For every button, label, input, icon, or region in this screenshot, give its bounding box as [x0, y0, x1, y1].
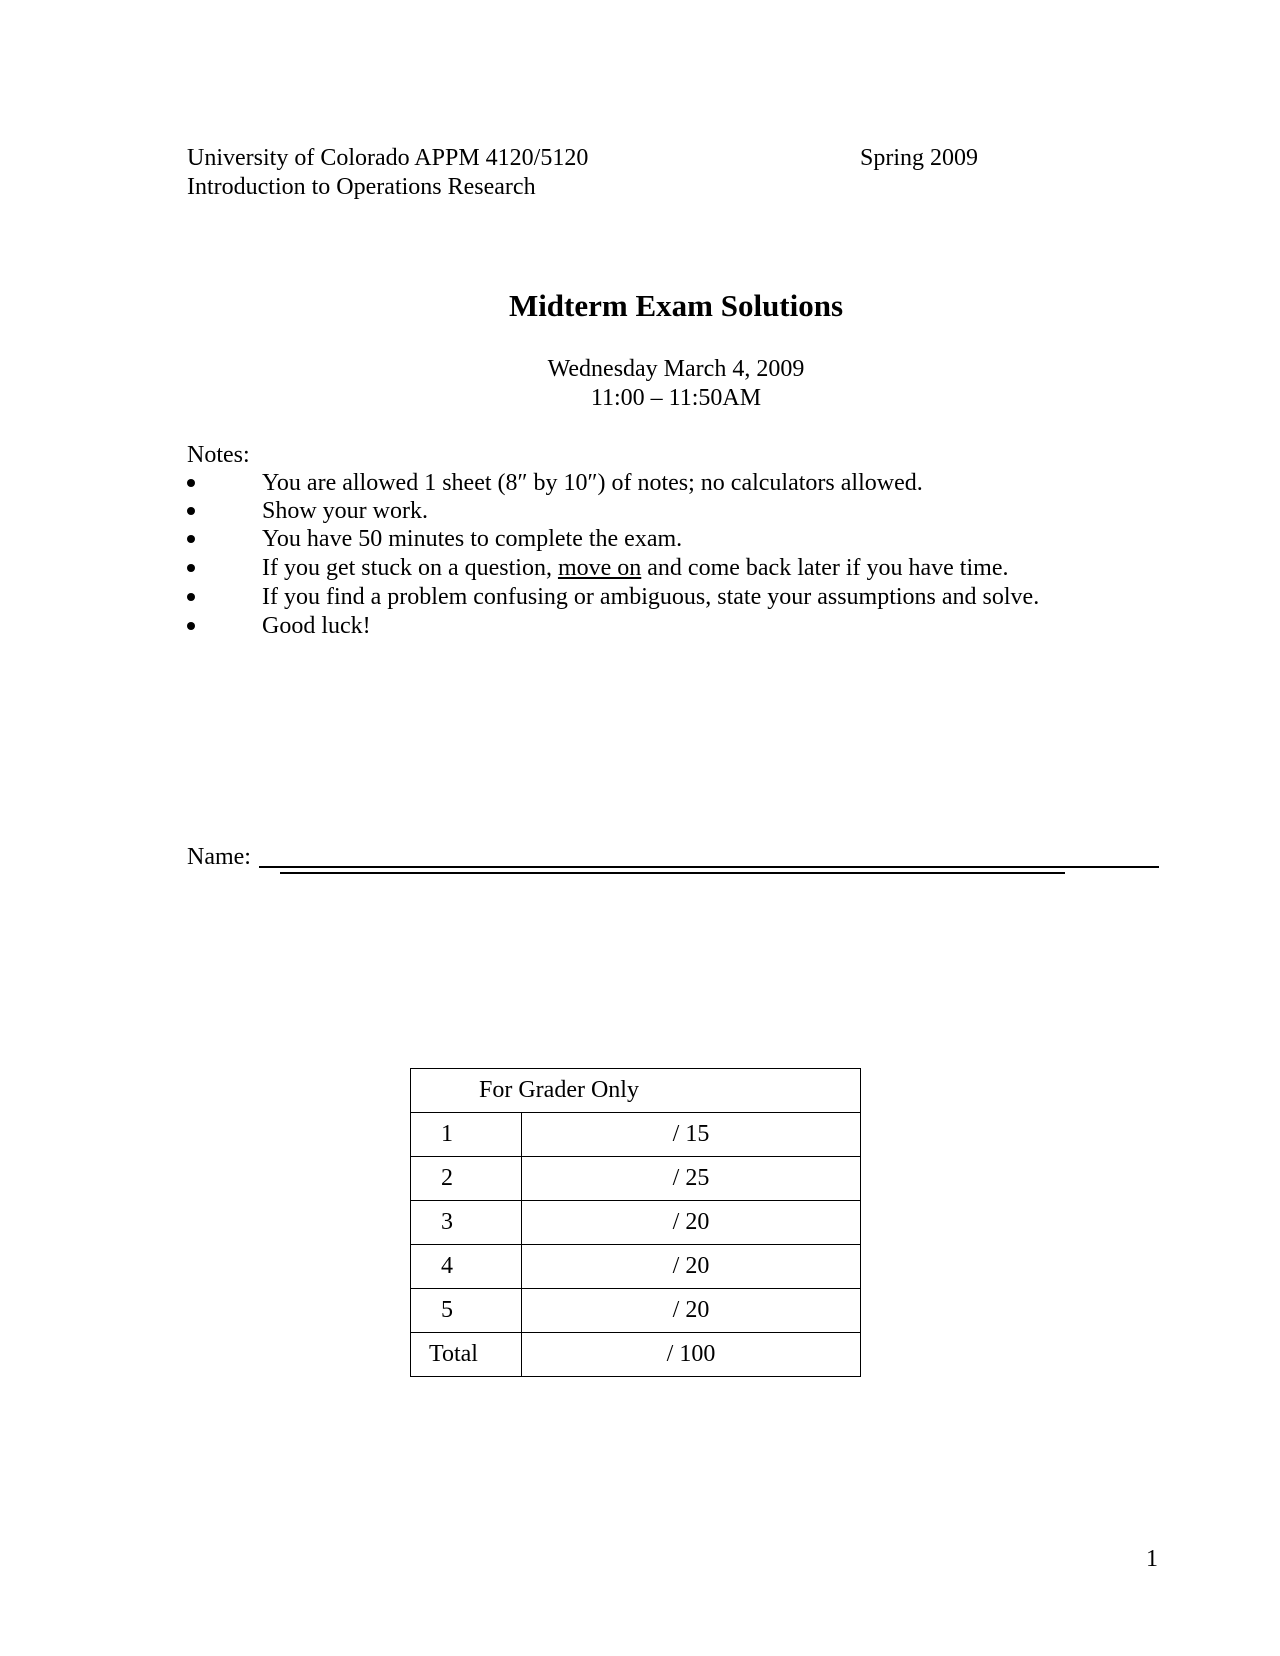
note-text: Show your work. [262, 498, 428, 524]
problem-cell: 1 [411, 1113, 522, 1157]
points-cell: / 15 [522, 1113, 861, 1157]
bullet-icon [187, 593, 195, 601]
exam-date: Wednesday March 4, 2009 [547, 356, 805, 382]
points-cell: / 20 [522, 1289, 861, 1333]
table-row [411, 1289, 861, 1333]
note-text: If you find a problem confusing or ambiguous, state your assumptions and solve. [262, 584, 1040, 610]
points-cell: / 20 [522, 1201, 861, 1245]
table-row [411, 1157, 861, 1201]
problem-cell: 4 [411, 1245, 522, 1289]
table-header: For Grader Only [411, 1069, 861, 1113]
points-cell: / 20 [522, 1245, 861, 1289]
term-label: Spring 2009 [860, 145, 979, 171]
problem-cell: 5 [411, 1289, 522, 1333]
problem-cell: 2 [411, 1157, 522, 1201]
note-text: Good luck! [262, 613, 371, 639]
bullet-icon [187, 622, 195, 630]
bullet-icon [187, 564, 195, 572]
note-text-part: If you get stuck on a question, [262, 555, 558, 581]
note-text-part: and come back later if you have time. [641, 555, 1009, 581]
name-label: Name: [187, 844, 251, 870]
bullet-icon [187, 479, 195, 487]
notes-label: Notes: [187, 442, 250, 468]
note-text: You have 50 minutes to complete the exam. [262, 526, 683, 552]
page-number: 1 [1146, 1546, 1158, 1572]
course-subtitle: Introduction to Operations Research [187, 174, 536, 200]
points-cell: / 25 [522, 1157, 861, 1201]
table-header-row [411, 1069, 861, 1113]
table-row [411, 1113, 861, 1157]
bullet-icon [187, 507, 195, 515]
name-field-line-inner [280, 872, 1065, 874]
note-text: You are allowed 1 sheet (8″ by 10″) of notes; no calculators allowed. [262, 470, 923, 496]
note-text [262, 556, 1008, 580]
problem-cell: 3 [411, 1201, 522, 1245]
total-points-cell: / 100 [522, 1333, 861, 1377]
emphasis-move-on: move on [557, 555, 642, 581]
name-field-line[interactable] [259, 866, 1159, 868]
table-row [411, 1245, 861, 1289]
grader-table [410, 1068, 861, 1377]
exam-time: 11:00 – 11:50AM [590, 385, 762, 411]
table-row [411, 1201, 861, 1245]
page-title: Midterm Exam Solutions [508, 288, 844, 323]
table-row-total [411, 1333, 861, 1377]
bullet-icon [187, 535, 195, 543]
course-title: University of Colorado APPM 4120/5120 [187, 145, 589, 171]
total-label-cell: Total [411, 1333, 522, 1377]
